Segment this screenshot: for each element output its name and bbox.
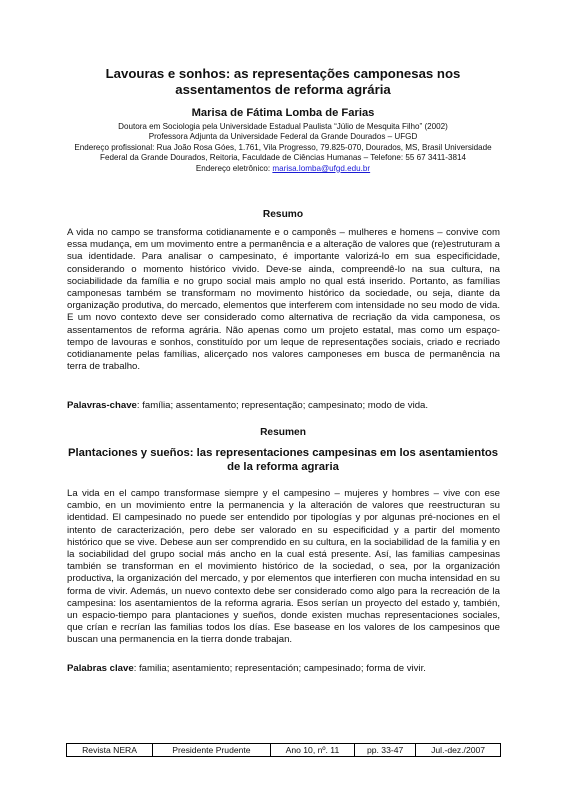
affiliation-line-1: Doutora em Sociologia pela Universidade Estadual Paulista “Júlio de Mesquita Filho” (2002) [118,122,448,131]
author-affiliation [62,122,504,174]
paper-title: Lavouras e sonhos: as representações camponesas nos assentamentos de reforma agrária [105,66,461,97]
email-label: Endereço eletrônico: [195,163,271,173]
affiliation-line-2: Professora Adjunta da Universidade Federal da Grande Dourados – UFGD [148,132,418,142]
resumo-text: A vida no campo se transforma cotidianamente e o camponês – mulheres e homens – convive com essa mudança, em um movimento entre a permanência e a alteração de valores que (re)estruturam a sua identidade. Para analisar o campesinato, é importante valorizá-lo em sua especificidade, considerando o momento histórico vivido. Deve-se ainda, compreendê-lo na sua cultura, na sociabilidade da família e no grupo social mais amplo no qual está inserido. Portanto, as famílias camponesas também se transformam no movimento histórico da sociedade, ou seja, diante da organização produtiva, do mercado, elementos que interferem com intensidade no seu modo de vida. E um novo contexto deve ser considerado como alternativa de recriação da vida camponesa, os assentamentos de reforma agrária. Não apenas como um projeto estatal, mas como um espaço-tempo de lavouras e sonhos, constituído por um leque de representações sociais, criado e recriado cotidianamente pelas famílias, alicerçado nos valores camponeses em busca de permanência na terra de trabalho. [67,227,500,373]
footer-pages: pp. 33-47 [355,744,416,757]
footer-date: Jul.-dez./2007 [416,744,501,757]
resumo-keywords-label: Palavras-chave [67,400,137,411]
footer-city: Presidente Prudente [153,744,271,757]
footer-journal: Revista NERA [67,744,153,757]
resumo-keywords [67,400,500,412]
footer-volume: Ano 10, nº. 11 [270,744,354,757]
affiliation-line-3: Endereço profissional: Rua João Rosa Góes, 1.761, Vila Progresso, 79.825-070, Dourados, MS, Brasil Universidade Federal da Grande Dourados, Reitoria, Faculdade de Ciências Humanas – Telefone: 55 67 3411-3814 [74,142,492,163]
resumen-title: Plantaciones y sueños: las representaciones campesinas em los asentamientos de la reforma agraria [67,447,499,473]
footer-row [67,744,501,757]
resumen-keywords-label: Palabras clave [67,663,134,674]
resumen-keywords-list: : familia; asentamiento; representación; campesinado; forma de vivir. [133,663,426,674]
resumen-heading: Resumen [260,427,306,438]
resumo-keywords-list: : família; assentamento; representação; campesinato; modo de vida. [136,400,429,411]
resumen-text: La vida en el campo transformase siempre y el campesino – mujeres y hombres – vive con ese cambio, en un movimiento entre la permanencia y la alteración de valores que reestructuran su identidad. El campesinado no puede ser entendido por tipologías y por algunas pré-nociones en el intento de caracterización, pero debe ser valorado en su especificidad y a partir del momento histórico que se vive. Debese aun ser comprendido en su cultura, en la sociabilidad de la familia y en la sociabilidad del grupo social más ancho en la cual está presente. Así, las familias campesinas también se transforman en el movimiento histórico de la sociedad, o sea, por la organización productiva, la organización del mercado, y por elementos que interfieren con mucha intensidad en su forma de vivir. Además, un nuevo contexto debe ser considerado como algo para la recreación de la campesina: los asentamientos de la reforma agraria. Esos serían un proyecto del estado y, también, un espacio-tiempo para plantaciones y sueños, donde existen muchas representaciones sociales, que crían e recrían las familias todos los días. Ese basease en los valores de los campesinos que buscan una permanencia en la tierra donde trabajan. [67,488,500,646]
author-name: Marisa de Fátima Lomba de Farias [191,107,375,119]
journal-footer [66,743,501,757]
email-line [62,164,504,174]
email-link[interactable]: marisa.lomba@ufgd.edu.br [272,163,371,173]
resumo-heading: Resumo [262,209,304,220]
resumen-keywords [67,663,500,675]
